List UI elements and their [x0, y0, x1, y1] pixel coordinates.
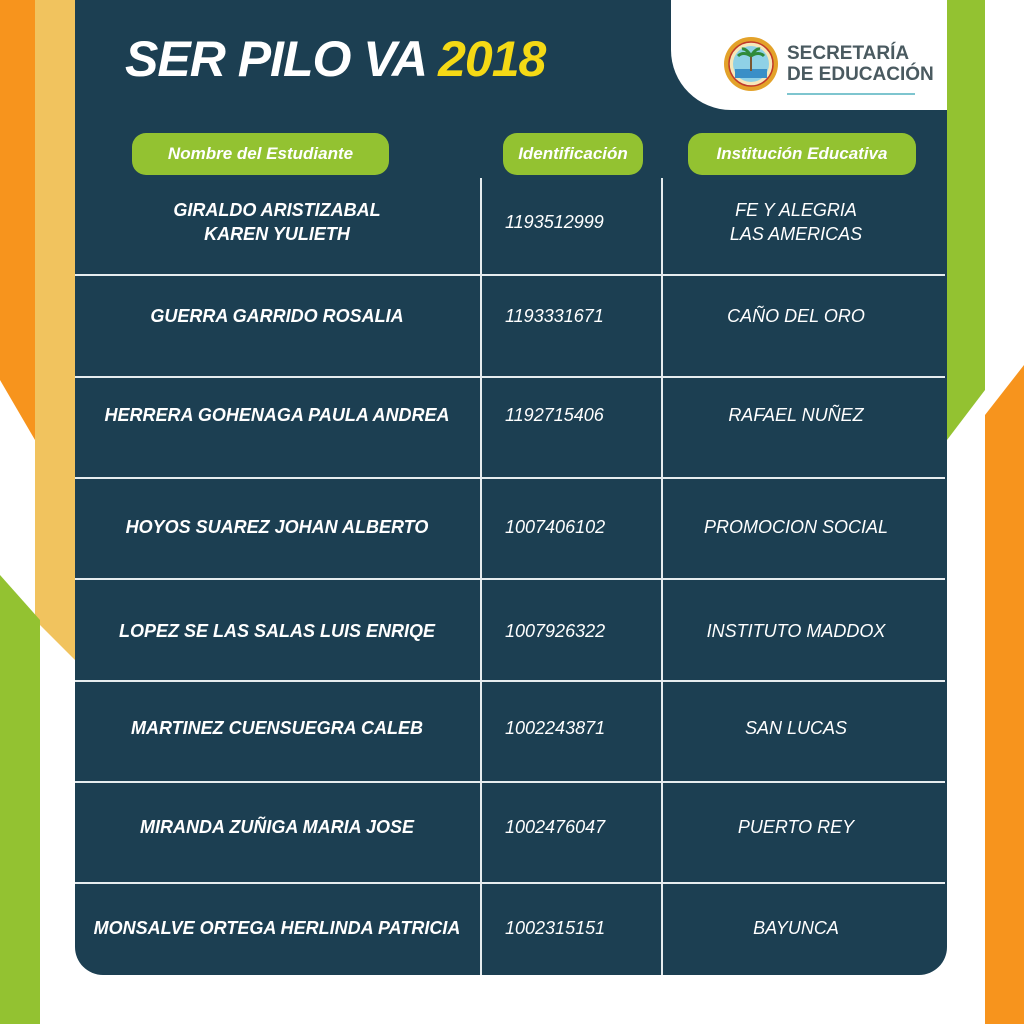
row-divider	[75, 578, 945, 580]
column-header-institution: Institución Educativa	[688, 133, 916, 175]
logo-line-1: SECRETARÍA	[787, 43, 910, 64]
student-institution: FE Y ALEGRIA LAS AMERICAS	[729, 200, 863, 244]
logo-area	[671, 0, 947, 110]
column-header-id: Identificación	[503, 133, 643, 175]
student-institution: PROMOCION SOCIAL	[703, 517, 889, 537]
student-institution: BAYUNCA	[753, 918, 839, 938]
student-name: GIRALDO ARISTIZABAL KAREN YULIETH	[173, 200, 381, 244]
student-id: 1193331671	[505, 306, 604, 326]
student-name: MIRANDA ZUÑIGA MARIA JOSE	[140, 817, 414, 837]
student-institution: INSTITUTO MADDOX	[706, 621, 886, 641]
page-title	[125, 30, 545, 88]
column-divider	[480, 178, 482, 975]
student-name: HERRERA GOHENAGA PAULA ANDREA	[104, 405, 450, 425]
student-id: 1007926322	[505, 621, 606, 641]
student-institution: RAFAEL NUÑEZ	[728, 405, 864, 425]
row-divider	[75, 680, 945, 682]
student-institution: SAN LUCAS	[744, 718, 848, 738]
student-id: 1002476047	[505, 817, 606, 837]
student-name: GUERRA GARRIDO ROSALIA	[150, 306, 404, 326]
logo-line-2: DE EDUCACIÓN	[787, 64, 934, 85]
cartagena-seal-icon	[723, 36, 779, 92]
student-name: MONSALVE ORTEGA HERLINDA PATRICIA	[93, 918, 461, 938]
student-institution: PUERTO REY	[737, 817, 855, 837]
row-divider	[75, 781, 945, 783]
column-header-name: Nombre del Estudiante	[132, 133, 389, 175]
student-id: 1007406102	[505, 517, 606, 537]
student-name: HOYOS SUAREZ JOHAN ALBERTO	[125, 517, 429, 537]
logo-underline	[787, 93, 915, 95]
student-institution: CAÑO DEL ORO	[727, 306, 865, 326]
student-list-card	[75, 0, 947, 975]
student-id: 1002315151	[505, 918, 606, 938]
title-main: SER PILO VA	[125, 31, 426, 87]
student-id: 1193512999	[505, 212, 604, 232]
student-id: 1002243871	[505, 718, 606, 738]
secretaria-logo-text	[787, 43, 934, 85]
student-name: MARTINEZ CUENSUEGRA CALEB	[130, 718, 423, 738]
row-divider	[75, 477, 945, 479]
column-divider	[661, 178, 663, 975]
title-year: 2018	[438, 31, 546, 87]
student-name: LOPEZ SE LAS SALAS LUIS ENRIQE	[118, 621, 436, 641]
row-divider	[75, 882, 945, 884]
student-id: 1192715406	[505, 405, 604, 425]
